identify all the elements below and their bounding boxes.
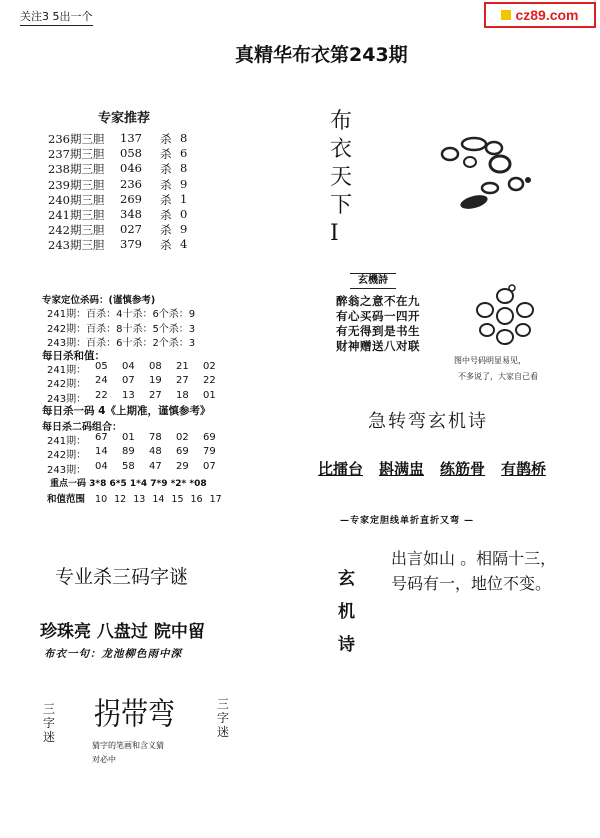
- number-cell: 58: [122, 460, 135, 472]
- expert-section-title: 专家推荐: [98, 111, 151, 126]
- sum-range-label: 和值范围: [47, 494, 86, 505]
- number-cell: 07: [122, 375, 135, 387]
- expert-row: [48, 222, 187, 238]
- poem-line: 财神赠送八对联: [336, 339, 420, 353]
- number-cell: 18: [176, 389, 189, 401]
- number-row-label: 241期：: [47, 365, 87, 376]
- buyi-phrase: 布衣一句：龙池柳色雨中深: [44, 648, 182, 660]
- expert-row-kill: 杀: [160, 132, 172, 146]
- number-cell: 78: [149, 432, 162, 443]
- expert-row-nums: 058: [120, 146, 142, 161]
- expert-row-issue: 242期三胆: [48, 223, 105, 238]
- number-cell: 07: [203, 460, 216, 472]
- flower-puzzle-picture: [460, 282, 550, 352]
- number-cell: 79: [203, 446, 216, 458]
- riddle-title: 专业杀三码字谜: [55, 566, 189, 588]
- daily-sum-title: 每日杀和值：: [42, 350, 105, 362]
- number-puzzle-picture: [436, 124, 546, 224]
- number-cell: 19: [149, 375, 162, 387]
- expert-row-kill-num: 8: [180, 161, 188, 176]
- sum-range-row: [47, 491, 236, 505]
- expert-row-kill: 杀: [160, 147, 172, 162]
- number-cell: 05: [95, 361, 108, 372]
- phrase-item: 有鹊桥: [501, 460, 547, 478]
- number-row: [47, 461, 230, 476]
- expert-row: [48, 131, 187, 147]
- expert-row-issue: 237期三胆: [48, 147, 105, 162]
- riddle-label-left: 三字迷: [42, 702, 55, 744]
- range-value: 16: [190, 494, 203, 505]
- number-cell: 24: [95, 375, 108, 387]
- number-cell: 69: [203, 432, 216, 443]
- number-cell: 04: [122, 361, 135, 372]
- range-value: 15: [171, 494, 184, 505]
- number-cell: 02: [176, 432, 189, 443]
- number-cell: 89: [122, 446, 135, 458]
- expert-row: [48, 207, 187, 223]
- expert-row: [48, 237, 187, 253]
- expert-row-kill-num: 6: [180, 146, 188, 161]
- riddle-poem-title: 急转弯玄机诗: [368, 411, 488, 432]
- expert-row-nums: 269: [120, 191, 142, 206]
- phrase-item: 练筋骨: [440, 460, 486, 478]
- expert-row: [48, 177, 187, 193]
- expert-row-kill-num: 9: [180, 222, 188, 237]
- number-cell: 29: [176, 460, 189, 472]
- expert-row: [48, 192, 187, 208]
- kill-one-title: 每日杀一码 4《上期准，谨慎参考》: [42, 405, 211, 417]
- number-cell: 27: [176, 375, 189, 387]
- position-kill-title: 专家定位杀码：(谨慎参考): [42, 295, 156, 306]
- vertical-title: 布衣天下I: [330, 109, 353, 246]
- number-row: [47, 432, 230, 447]
- expert-row-issue: 238期三胆: [48, 162, 105, 177]
- riddle-note: 猜字的笔画和含义猜: [92, 741, 164, 750]
- expert-row-nums: 137: [120, 131, 142, 145]
- number-cell: 04: [95, 460, 108, 472]
- number-cell: 01: [122, 432, 135, 443]
- range-value: 12: [114, 494, 127, 505]
- phrase-row: [318, 458, 546, 479]
- phrase-item: 比擂台: [318, 460, 364, 478]
- riddle-label-right: 三字迷: [216, 697, 229, 739]
- phrase-item: 斟满盅: [379, 460, 425, 478]
- poem-line: 醉翁之意不在九: [336, 294, 420, 308]
- top-note: 关注3 5出一个: [20, 8, 93, 26]
- picture-caption-2: 不多说了，大家自己看: [458, 372, 538, 381]
- number-row-label: 241期：: [47, 436, 87, 447]
- number-cell: 02: [203, 361, 216, 372]
- number-cell: 08: [149, 361, 162, 372]
- expert-row-issue: 236期三胆: [48, 132, 105, 146]
- verse-line: 出言如山 。相隔十三，: [391, 549, 557, 568]
- sum-range-values: [95, 494, 229, 505]
- number-row-label: 242期：: [47, 450, 87, 462]
- number-row-label: 243期：: [47, 393, 87, 405]
- number-cell: 13: [122, 389, 135, 401]
- number-cell: 01: [203, 389, 216, 401]
- expert-row-issue: 243期三胆: [48, 238, 105, 253]
- position-kill-row: 242期：百杀：8十杀：5个杀：3: [47, 323, 196, 335]
- number-cell: 22: [203, 375, 216, 387]
- poem-line: 有无得到是书生: [336, 324, 420, 338]
- site-url: cz89.com: [515, 7, 579, 23]
- expert-row-issue: 241期三胆: [48, 208, 105, 222]
- expert-banner: —专家定胆线单折直折又弯 —: [340, 516, 475, 526]
- expert-row-kill: 杀: [160, 208, 172, 222]
- range-value: 13: [133, 494, 146, 505]
- poem-line: 有心买码一四开: [336, 309, 420, 323]
- expert-row-kill: 杀: [160, 223, 172, 238]
- number-row: [47, 375, 230, 390]
- site-watermark-badge[interactable]: [484, 2, 596, 28]
- expert-row-issue: 239期三胆: [48, 177, 105, 192]
- number-cell: 22: [95, 389, 108, 401]
- number-cell: 48: [149, 446, 162, 458]
- number-cell: 67: [95, 432, 108, 443]
- site-logo-icon: [501, 10, 511, 20]
- expert-row-issue: 240期三胆: [48, 192, 105, 207]
- expert-row-kill: 杀: [160, 162, 172, 177]
- expert-row-nums: 379: [120, 237, 142, 252]
- riddle-note-end: 对必中: [92, 755, 116, 764]
- expert-row-kill-num: 1: [180, 191, 188, 206]
- expert-row-kill: 杀: [160, 192, 172, 207]
- expert-row: [48, 161, 187, 177]
- number-cell: 69: [176, 446, 189, 458]
- expert-row-kill-num: 8: [180, 131, 188, 145]
- expert-row-nums: 046: [120, 161, 142, 176]
- expert-row-kill-num: 0: [180, 207, 188, 221]
- poem-title: 玄機詩: [350, 273, 396, 289]
- expert-row-kill-num: 9: [180, 176, 188, 191]
- expert-row-kill: 杀: [160, 238, 172, 253]
- riddle-big-chars: 拐带弯: [94, 697, 175, 733]
- number-row: [47, 361, 230, 376]
- expert-row-nums: 348: [120, 207, 142, 221]
- expert-row-kill-num: 4: [180, 237, 188, 252]
- expert-row-nums: 027: [120, 222, 142, 237]
- number-cell: 21: [176, 361, 189, 372]
- verse-line-2: 号码有一，地位不变。: [391, 574, 552, 593]
- page-title: 真精华布衣第243期: [235, 44, 408, 66]
- expert-row: [48, 146, 187, 162]
- range-value: 17: [209, 494, 222, 505]
- position-kill-row: 243期：百杀：6十杀：2个杀：3: [47, 338, 196, 349]
- number-cell: 14: [95, 446, 108, 458]
- expert-row-nums: 236: [120, 176, 142, 191]
- picture-caption: 图中号码明显易见，: [454, 356, 526, 365]
- xuanji-vertical-label: 玄机诗: [338, 569, 355, 655]
- number-cell: 27: [149, 389, 162, 401]
- range-value: 14: [152, 494, 165, 505]
- position-kill-row: 241期：百杀：4十杀：6个杀：9: [47, 309, 196, 320]
- number-row: [47, 446, 230, 461]
- kill-two-title: 每日杀二码组合：: [42, 422, 122, 433]
- number-cell: 47: [149, 460, 162, 472]
- riddle-line: 珍珠亮 八盘过 院中留: [40, 622, 205, 642]
- range-value: 10: [95, 494, 108, 505]
- number-row-label: 243期：: [47, 464, 87, 476]
- expert-row-kill: 杀: [160, 177, 172, 192]
- key-number-row: 重点一码 3*8 6*5 1*4 7*9 *2* *08: [50, 479, 207, 489]
- number-row-label: 242期：: [47, 379, 87, 391]
